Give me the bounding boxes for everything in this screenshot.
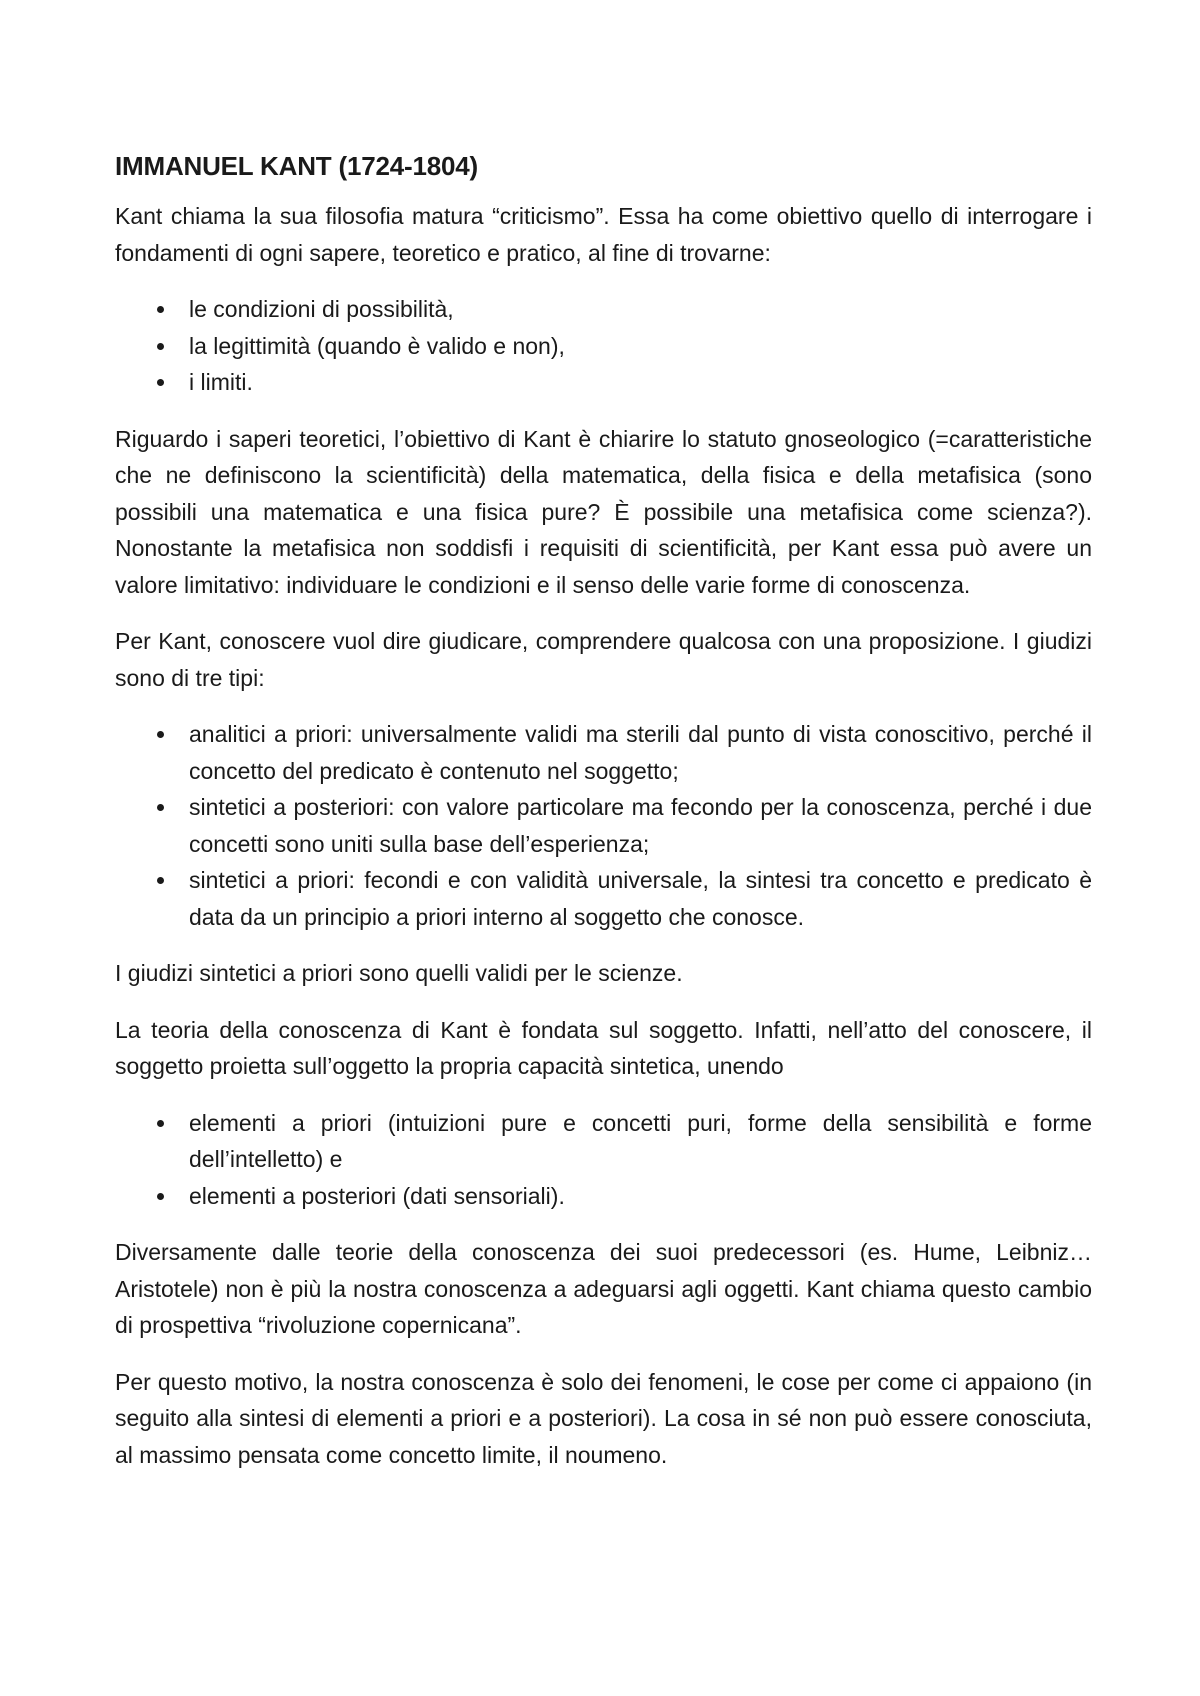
document-page	[115, 148, 1092, 1493]
list-item: elementi a priori (intuizioni pure e concetti puri, forme della sensibilità e forme dell’intelletto) e	[189, 1105, 1092, 1178]
bullet-list-elementi	[115, 1105, 1092, 1215]
paragraph-criticismo: Kant chiama la sua filosofia matura “criticismo”. Essa ha come obiettivo quello di interrogare i fondamenti di ogni sapere, teoretico e pratico, al fine di trovarne:	[115, 203, 1092, 266]
list-item: le condizioni di possibilità,	[189, 291, 1092, 328]
bullet-list-giudizi	[115, 716, 1092, 935]
list-item: elementi a posteriori (dati sensoriali).	[189, 1178, 1092, 1215]
document-title: IMMANUEL KANT (1724-1804)	[115, 151, 478, 181]
list-item: analitici a priori: universalmente validi ma sterili dal punto di vista conoscitivo, perché il concetto del predicato è contenuto nel soggetto;	[189, 716, 1092, 789]
bullet-list-goals	[115, 291, 1092, 401]
list-item: i limiti.	[189, 364, 1092, 401]
paragraph-saperi-teoretici: Riguardo i saperi teoretici, l’obiettivo di Kant è chiarire lo statuto gnoseologico (=caratteristiche che ne definiscono la scientificità) della matematica, della fisica e della metafisica (sono possibili una matematica e una fisica pure? È possibile una metafisica come scienza?). Nonostante la metafisica non soddisfi i requisiti di scientificità, per Kant essa può avere un valore limitativo: individuare le condizioni e il senso delle varie forme di conoscenza.	[115, 425, 1092, 598]
paragraph-rivoluzione-copernicana: Diversamente dalle teorie della conoscenza dei suoi predecessori (es. Hume, Leibniz…Aristotele) non è più la nostra conoscenza a adeguarsi agli oggetti. Kant chiama questo cambio di prospettiva “rivoluzione copernicana”.	[115, 1239, 1092, 1338]
paragraph-fenomeni-noumeno: Per questo motivo, la nostra conoscenza è solo dei fenomeni, le cose per come ci appaiono (in seguito alla sintesi di elementi a priori e a posteriori). La cosa in sé non può essere conosciuta, al massimo pensata come concetto limite, il noumeno.	[115, 1368, 1092, 1468]
paragraph-conoscere: Per Kant, conoscere vuol dire giudicare, comprendere qualcosa con una proposizione. I giudizi sono di tre tipi:	[115, 628, 1092, 691]
paragraph-giudizi-sintetici: I giudizi sintetici a priori sono quelli validi per le scienze.	[115, 960, 683, 986]
list-item: la legittimità (quando è valido e non),	[189, 328, 1092, 365]
list-item: sintetici a posteriori: con valore particolare ma fecondo per la conoscenza, perché i due concetti sono uniti sulla base dell’esperienza;	[189, 789, 1092, 862]
list-item: sintetici a priori: fecondi e con validità universale, la sintesi tra concetto e predicato è data da un principio a priori interno al soggetto che conosce.	[189, 862, 1092, 935]
paragraph-teoria-conoscenza: La teoria della conoscenza di Kant è fondata sul soggetto. Infatti, nell’atto del conoscere, il soggetto proietta sull’oggetto la propria capacità sintetica, unendo	[115, 1016, 1092, 1079]
